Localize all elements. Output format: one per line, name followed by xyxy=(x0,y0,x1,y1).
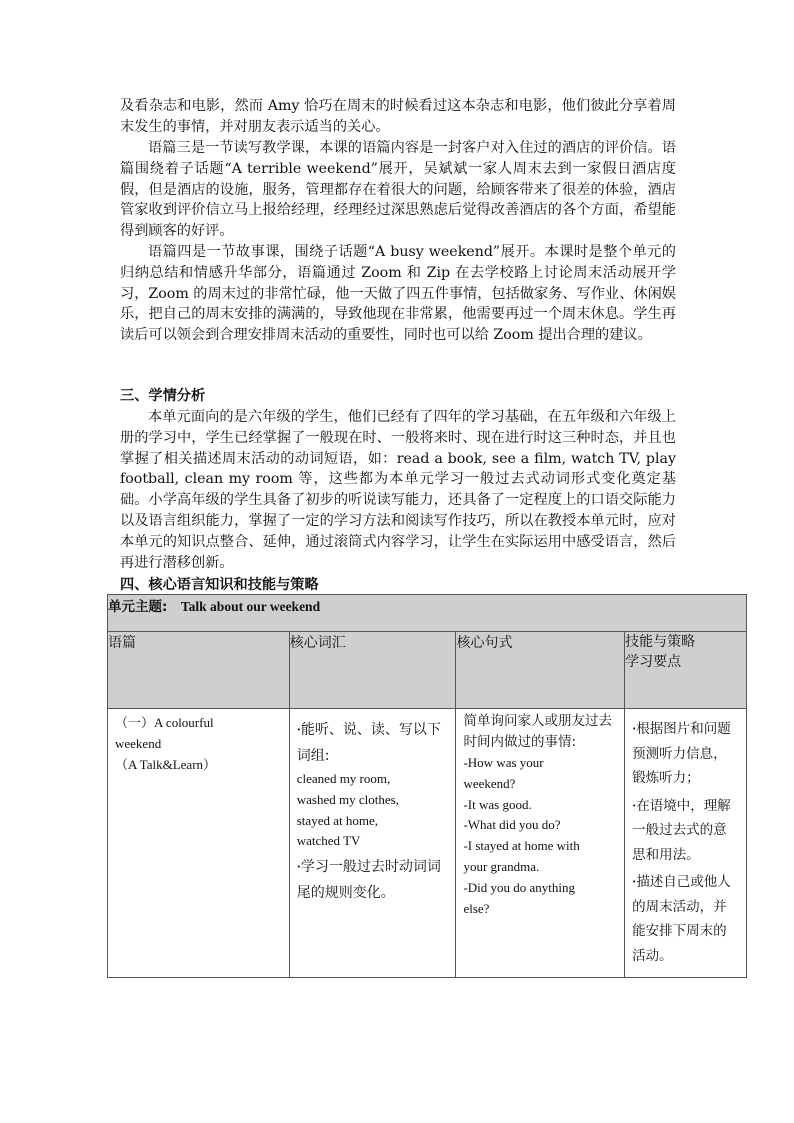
sentence-intro: 简单询问家人或朋友过去时间内做过的事情: xyxy=(463,713,612,750)
section-3-text: 本单元面向的是六年级的学生，他们已经有了四年的学习基础，在五年级和六年级上册的学习中，学生已经掌握了一般现在时、一般将来时、现在进行时这三种时态，并且也掌握了相关描述周末活动的动词短语，如：read a book, see a film, watch TV, play football, clean my room 等，这些都为本单元学习一般过去式动词形式变化奠定基础。小学高年级的学生具备了初步的听说读写能力，还具备了一定程度上的口语交际能力以及语言组织能力，掌握了一定的学习方法和阅读写作技巧，所以在教授本单元时，应对本单元的知识点整合、延伸，通过滚筒式内容学习，让学生在实际运用中感受语言，然后再进行潜移创新。 xyxy=(120,409,676,571)
header-row xyxy=(108,632,747,709)
header-skill-line1: 技能与策略 xyxy=(625,634,696,650)
skill-point-text: 根据图片和问题预测听力信息，锻炼听力； xyxy=(632,721,731,786)
passage-cell xyxy=(108,709,290,978)
vocab-point-1 xyxy=(297,717,450,769)
topic-row xyxy=(108,595,747,632)
vocab-point-2-text: 学习一般过去时动词词尾的规则变化。 xyxy=(296,859,441,902)
bullet-icon: • xyxy=(632,725,637,733)
bullet-icon: • xyxy=(296,726,301,734)
passage-line-3: （A Talk&Learn） xyxy=(115,756,217,772)
sentence-line: -It was good. xyxy=(463,796,532,812)
section-heading-3: 三、学情分析 xyxy=(120,388,206,404)
sentence-line: -Did you do anything xyxy=(463,879,576,895)
skill-point-text: 描述自己或他人的周末活动，并能安排下周末的活动。 xyxy=(632,874,731,964)
vocab-cell xyxy=(289,709,456,978)
bullet-icon: • xyxy=(632,801,637,810)
sentence-line: -I stayed at home with xyxy=(463,838,580,854)
vocab-point-2 xyxy=(297,854,450,906)
bullet-icon: • xyxy=(632,878,637,886)
header-sentence: 核心句式 xyxy=(456,632,625,709)
sentence-line: your grandma. xyxy=(463,858,540,874)
sentence-line: -How was your xyxy=(463,755,544,770)
paragraph-1: 及看杂志和电影，然而 Amy 恰巧在周末的时候看过这本杂志和电影，他们彼此分享着周末发生的事情，并对朋友表示适当的关心。 xyxy=(120,98,676,135)
core-language-table xyxy=(107,594,747,978)
skill-point xyxy=(632,794,740,868)
vocab-word: stayed at home, xyxy=(296,812,378,828)
skill-cell xyxy=(625,709,747,978)
table-row xyxy=(108,709,747,978)
sentence-cell xyxy=(456,709,625,978)
paragraph-2: 语篇三是一节读写教学课，本课的语篇内容是一封客户对入住过的酒店的评价信。语篇围绕着子话题“A terrible weekend”展开，吴斌斌一家人周末去到一家假日酒店度假，但是酒店的设施，服务，管理都存在着很大的问题，给顾客带来了很差的体验，酒店管家收到评价信立马上报给经理，经理经过深思熟虑后觉得改善酒店的各个方面，希望能得到顾客的好评。 xyxy=(120,140,676,240)
paragraph-3: 语篇四是一节故事课，围绕子话题“A busy weekend”展开。本课时是整个单元的归纳总结和情感升华部分，语篇通过 Zoom 和 Zip 在去学校路上讨论周末活动展开学习，Zoom 的周末过的非常忙碌，他一天做了四五件事情，包括做家务、写作业、休闲娱乐，把自己的周末安排的满满的，导致他现在非常累，他需要再过一个周末休息。学生再读后可以领会到合理安排周末活动的重要性，同时也可以给 Zoom 提出合理的建议。 xyxy=(120,244,676,344)
skill-point xyxy=(632,717,740,791)
header-skill xyxy=(625,632,747,709)
sentence-line: -What did you do? xyxy=(463,817,561,833)
header-vocab: 核心词汇 xyxy=(289,632,456,709)
vocab-point-1-text: 能听、说、读、写以下词组: xyxy=(296,722,441,764)
skill-point xyxy=(632,870,740,968)
passage-line-2: weekend xyxy=(115,735,162,751)
topic-value: Talk about our weekend xyxy=(180,599,321,614)
bullet-icon: • xyxy=(296,863,301,872)
section-heading-4: 四、核心语言知识和技能与策略 xyxy=(120,577,319,593)
topic-cell xyxy=(108,595,747,632)
header-skill-line2: 学习要点 xyxy=(625,654,682,670)
sentence-line: else? xyxy=(463,900,490,916)
vocab-word: watched TV xyxy=(296,833,361,849)
vocab-word: cleaned my room, xyxy=(296,771,391,786)
skill-point-text: 在语境中，理解一般过去式的意思和用法。 xyxy=(632,797,731,863)
vocab-word: washed my clothes, xyxy=(296,791,399,807)
sentence-line: weekend? xyxy=(463,775,516,791)
topic-label: 单元主题: xyxy=(108,599,168,615)
header-passage: 语篇 xyxy=(108,632,290,709)
passage-line-1: （一）A colourful xyxy=(115,715,214,730)
